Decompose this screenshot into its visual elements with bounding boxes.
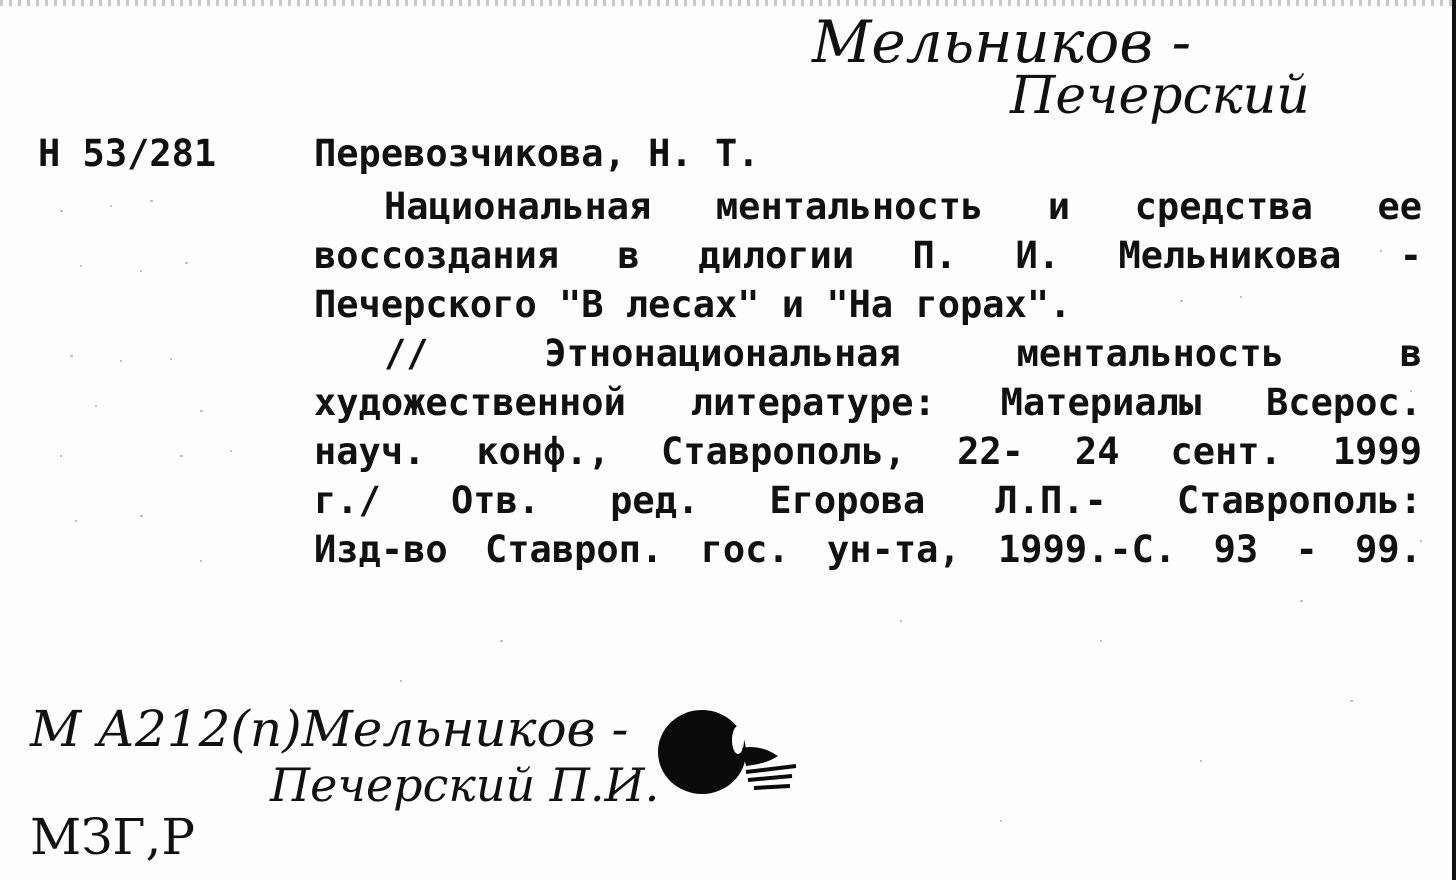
bibliographic-description (314, 182, 1422, 574)
shelf-mark: Н 53/281 (38, 132, 217, 175)
handwritten-heading-line2: Печерский (1010, 66, 1310, 126)
handwritten-subject: Печерский П.И. (270, 758, 660, 812)
description-line: г./ Отв. ред. Егорова Л.П.- Ставрополь: (314, 479, 1422, 522)
description-line: воссоздания в дилогии П. И. Мельникова - (314, 234, 1422, 277)
handwritten-location-code: МЗГ,Р (30, 808, 195, 866)
description-line: Печерского "В лесах" и "На горах". (314, 283, 1072, 326)
author-heading: Перевозчикова, Н. Т. (314, 132, 760, 175)
description-line: // Этнонациональная ментальность в (384, 332, 1422, 375)
description-line: художественной литературе: Материалы Всерос. (314, 381, 1422, 424)
description-line: Изд-во Ставроп. гос. ун-та, 1999.-С. 93 - 99. (314, 528, 1422, 571)
handwritten-call-number: М А212(п)Мельников - (30, 700, 629, 758)
handwritten-heading-line1: Мельников - (812, 8, 1192, 76)
description-line: науч. конф., Ставрополь, 22- 24 сент. 1999 (314, 430, 1422, 473)
description-line: Национальная ментальность и средства ее (384, 185, 1422, 228)
ink-blot-stamp (650, 700, 800, 810)
